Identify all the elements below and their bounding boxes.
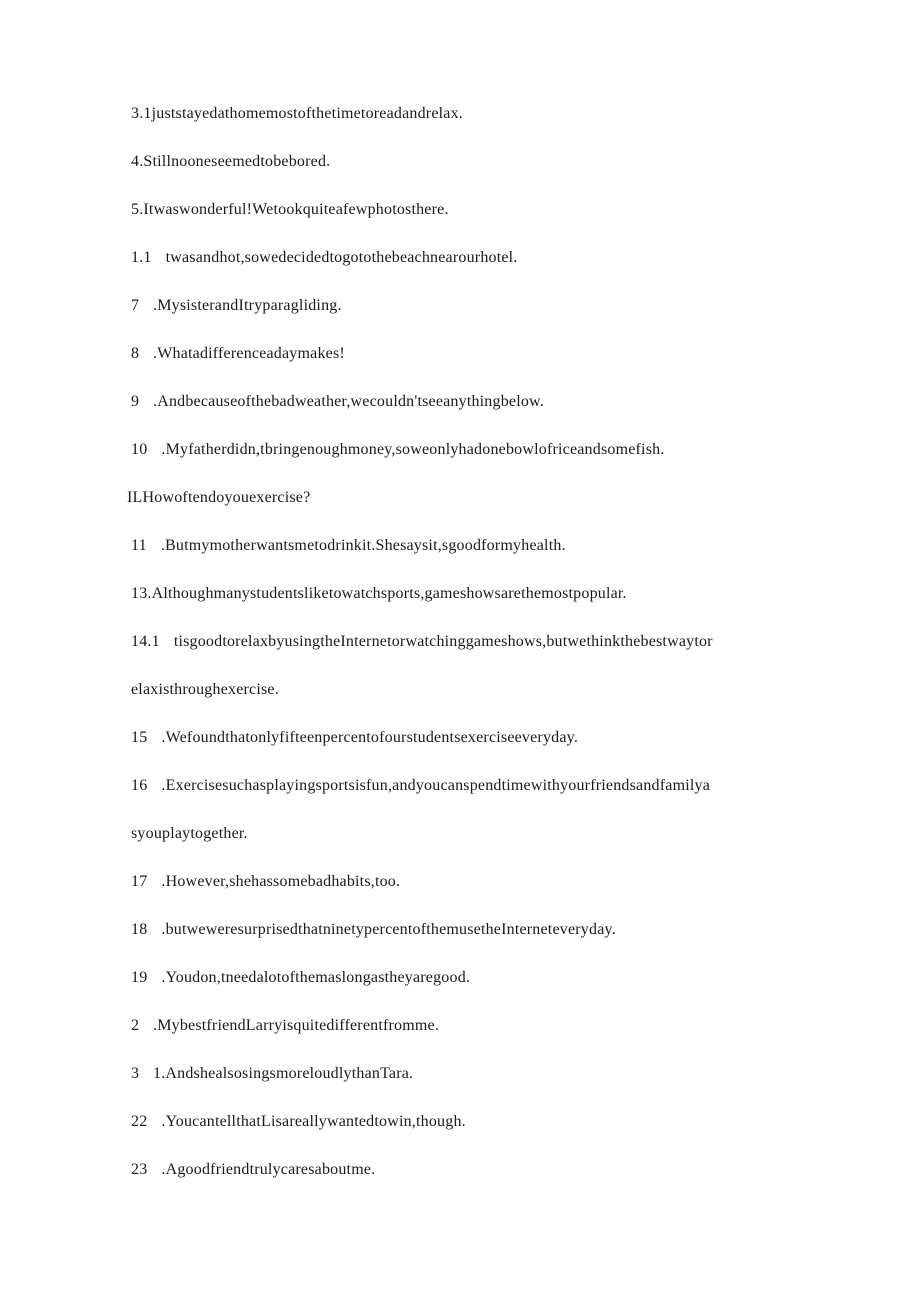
line-number: 5. [131,201,144,218]
answer-line-14-cont [131,680,811,700]
answer-line-13 [131,584,811,604]
line-number: 7 [131,297,140,314]
answer-line-16 [131,776,811,796]
line-text: Althoughmanystudentsliketowatchsports,gameshowsarethemostpopular. [151,585,627,602]
line-number: 23 [131,1161,148,1178]
answer-line-21 [131,1064,811,1084]
line-number: 10 [131,441,148,458]
line-text: .Andbecauseofthebadweather,wecouldn'tseeanythingbelow. [153,393,544,410]
answer-line-14 [131,632,811,652]
line-text: .Wefoundthatonlyfifteenpercentofourstudentsexerciseeveryday. [161,729,579,746]
line-text: .Exercisesuchasplayingsportsisfun,andyoucanspendtimewithyourfriendsandfamilya [161,777,711,794]
line-number: 19 [131,969,148,986]
line-text: .Agoodfriendtrulycaresaboutme. [161,1161,376,1178]
line-text: 1.AndshealsosingsmoreloudlythanTara. [153,1065,414,1082]
line-number: 15 [131,729,148,746]
answer-line-4 [131,152,811,172]
answer-line-9 [131,392,811,412]
answer-line-3 [131,104,811,124]
line-number: 13. [131,585,152,602]
answer-line-16-cont [131,824,811,844]
line-text: .Whatadifferenceadaymakes! [153,345,345,362]
answer-line-19 [131,968,811,988]
line-text: .Myfatherdidn,tbringenoughmoney,soweonlyhadonebowlofriceandsomefish. [161,441,665,458]
line-text: Stillnooneseemedtobebored. [143,153,331,170]
line-number: 11 [131,537,147,554]
line-text: .Youdon,tneedalotofthemaslongastheyaregood. [161,969,471,986]
answer-line-11 [131,536,811,556]
line-number: 14.1 [131,633,160,650]
answer-line-15 [131,728,811,748]
line-number: 3 [131,1065,140,1082]
line-text: .butweweresurprisedthatninetypercentofthemusetheInterneteveryday. [161,921,616,938]
line-text: .Butmymotherwantsmetodrinkit.Shesaysit,sgoodformyhealth. [160,537,566,554]
answer-line-5 [131,200,811,220]
line-number: 16 [131,777,148,794]
line-text: .MybestfriendLarryisquitedifferentfromme. [153,1017,440,1034]
answer-line-20 [131,1016,811,1036]
line-number: 22 [131,1113,148,1130]
answer-line-8 [131,344,811,364]
line-number: 4. [131,153,144,170]
line-number: 18 [131,921,148,938]
line-text: .However,shehassomebadhabits,too. [161,873,401,890]
answer-line-1-1 [131,248,811,268]
answer-line-17 [131,872,811,892]
section-heading-ii [127,488,807,508]
line-number: 17 [131,873,148,890]
answer-line-7 [131,296,811,316]
line-number: 1.1 [131,249,152,266]
line-number: 3.1 [131,105,152,122]
line-number: 9 [131,393,140,410]
line-text: ILHowoftendoyouexercise? [127,489,311,506]
answer-line-22 [131,1112,811,1132]
answer-line-23 [131,1160,811,1180]
line-text: .MysisterandItryparagliding. [153,297,342,314]
line-number: 8 [131,345,140,362]
line-text: twasandhot,sowedecidedtogotothebeachnearourhotel. [165,249,518,266]
line-text: syouplaytogether. [131,825,248,842]
line-text: tisgoodtorelaxbyusingtheInternetorwatchinggameshows,butwethinkthebestwaytor [173,633,713,650]
line-text: .YoucantellthatLisareallywantedtowin,though. [161,1113,466,1130]
line-text: juststayedathomemostofthetimetoreadandrelax. [151,105,463,122]
answer-line-10 [131,440,811,460]
line-number: 2 [131,1017,140,1034]
line-text: elaxisthroughexercise. [131,681,279,698]
answer-line-18 [131,920,811,940]
line-text: Itwaswonderful!Wetookquiteafewphotosthere. [143,201,449,218]
